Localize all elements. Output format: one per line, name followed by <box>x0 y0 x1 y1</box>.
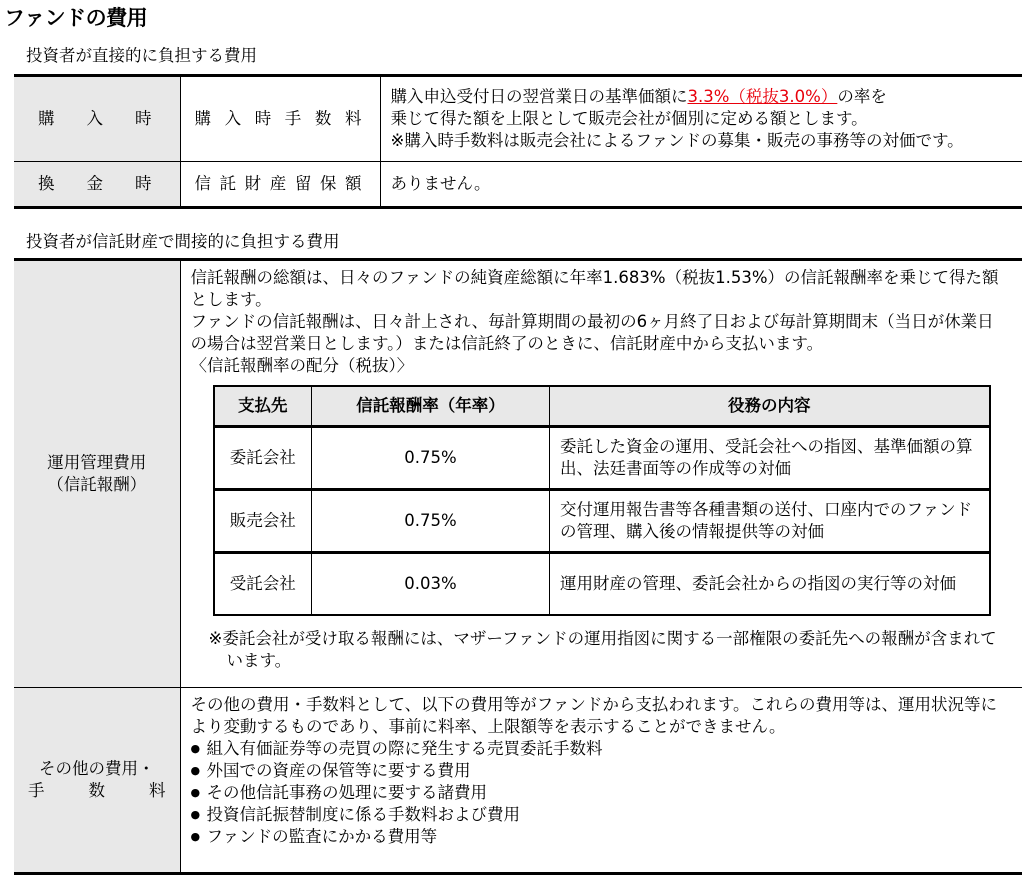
list-item: ● その他信託事務の処理に要する諸費用 <box>191 782 1011 804</box>
other-fees-row <box>14 688 1022 874</box>
header-rate: 信託報酬率（年率） <box>312 386 550 427</box>
trust-fee-row <box>14 260 1022 688</box>
direct-cost-label: 投資者が直接的に負担する費用 <box>26 46 257 65</box>
payee-cell: 受託会社 <box>214 553 312 616</box>
purchase-fee-rate: 3.3%（税抜3.0%） <box>687 87 838 106</box>
rate-cell: 0.75% <box>312 427 550 490</box>
trust-fee-payment: ファンドの信託報酬は、日々計上され、毎計算期間の最初の6ヶ月終了日および毎計算期間末（当日が休業日の場合は翌営業日とします。）または信託終了のときに、信託財産中から支払います。 <box>190 312 994 353</box>
indirect-cost-table <box>14 258 1022 875</box>
list-item: ● 投資信託振替制度に係る手数料および費用 <box>191 804 1011 826</box>
other-fees-list <box>191 738 1011 848</box>
service-cell: 運用財産の管理、委託会社からの指図の実行等の対価 <box>550 553 990 616</box>
table-row <box>214 553 990 616</box>
purchase-fee-item: 購 入 時 手 数 料 <box>180 76 380 162</box>
header-payee: 支払先 <box>214 386 312 427</box>
list-item: ● 組入有価証券等の売買の際に発生する売買委託手数料 <box>191 738 1011 760</box>
other-fees-description <box>180 688 1022 874</box>
trust-fee-note: ※委託会社が受け取る報酬には、マザーファンドの運用指図に関する一部権限の委託先への報酬が含まれています。 <box>208 629 997 670</box>
allocation-title: 〈信託報酬率の配分（税抜）〉 <box>190 356 414 375</box>
purchase-row <box>14 76 1022 162</box>
trust-reserve-item: 信 託 財 産 留 保 額 <box>180 162 380 208</box>
list-item: ● ファンドの監査にかかる費用等 <box>191 826 1011 848</box>
payee-cell: 販売会社 <box>214 490 312 553</box>
allocation-table <box>213 385 991 616</box>
rate-cell: 0.75% <box>312 490 550 553</box>
list-item: ● 外国での資産の保管等に要する費用 <box>191 760 1011 782</box>
service-cell: 委託した資金の運用、受託会社への指図、基準価額の算出、法廷書面等の作成等の対価 <box>550 427 990 490</box>
table-row <box>214 490 990 553</box>
other-fees-label: その他の費用・ 手 数 料 <box>14 688 180 874</box>
trust-fee-description <box>180 260 1022 688</box>
purchase-label: 購 入 時 <box>14 76 180 162</box>
trust-fee-label: 運用管理費用 （信託報酬） <box>14 260 180 688</box>
rate-cell: 0.03% <box>312 553 550 616</box>
direct-cost-table <box>14 74 1022 209</box>
purchase-fee-description: 購入申込受付日の翌営業日の基準価額に3.3%（税抜3.0%）の率を 乗じて得た額を上限として販売会社が個別に定める額とします。 ※購入時手数料は販売会社によるファンドの募集・販売の事務等の対価です。 <box>380 76 1022 162</box>
header-service: 役務の内容 <box>550 386 990 427</box>
redemption-row <box>14 162 1022 208</box>
payee-cell: 委託会社 <box>214 427 312 490</box>
service-cell: 交付運用報告書等各種書類の送付、口座内でのファンドの管理、購入後の情報提供等の対価 <box>550 490 990 553</box>
table-row <box>214 427 990 490</box>
redemption-label: 換 金 時 <box>14 162 180 208</box>
trust-fee-total: 信託報酬の総額は、日々のファンドの純資産総額に年率1.683%（税抜1.53%）の信託報酬率を乗じて得た額とします。 <box>190 268 999 309</box>
other-fees-intro: その他の費用・手数料として、以下の費用等がファンドから支払われます。これらの費用等は、運用状況等により変動するものであり、事前に料率、上限額等を表示することができません。 <box>190 695 998 736</box>
page-title: ファンドの費用 <box>4 6 148 30</box>
redemption-description: ありません。 <box>380 162 1022 208</box>
indirect-cost-label: 投資者が信託財産で間接的に負担する費用 <box>26 232 340 251</box>
